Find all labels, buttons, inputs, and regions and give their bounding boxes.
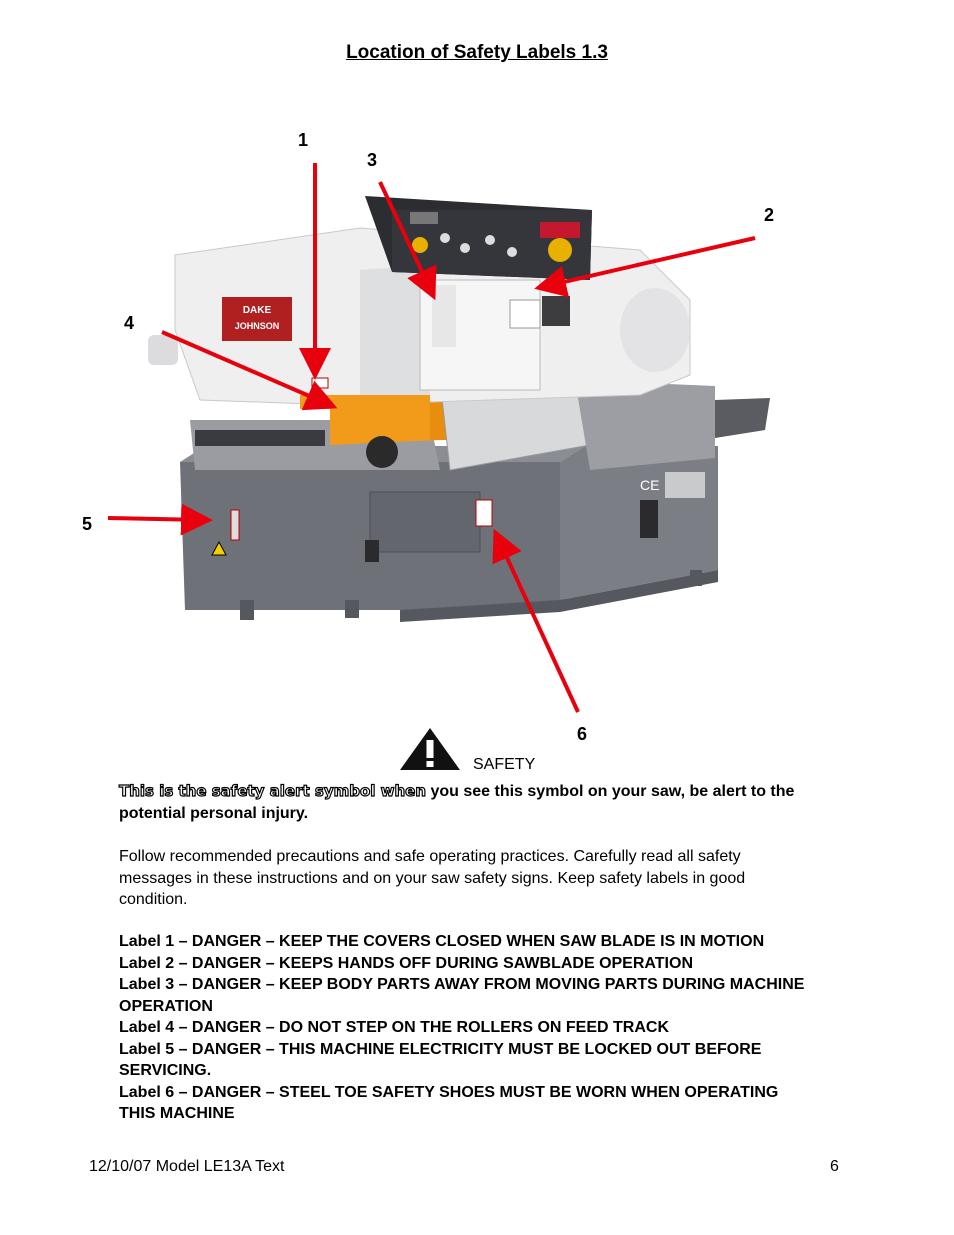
label-list <box>119 931 819 1125</box>
footer-text: 12/10/07 Model LE13A Text <box>89 1158 285 1175</box>
machine-illustration <box>148 196 770 622</box>
svg-text:JOHNSON: JOHNSON <box>234 321 280 331</box>
safety-alert-icon <box>398 726 462 772</box>
label-item-4: Label 4 – DANGER – DO NOT STEP ON THE ROLLERS ON FEED TRACK <box>119 1019 669 1036</box>
page-number: 6 <box>830 1158 839 1175</box>
label-item-5: Label 5 – DANGER – THIS MACHINE ELECTRICITY MUST BE LOCKED OUT BEFORE SERVICING. <box>119 1040 762 1079</box>
alert-outline-text: This is the safety alert symbol when <box>119 782 427 800</box>
alert-rest-text: you see this symbol on your saw, be alert to the potential personal injury. <box>119 783 795 822</box>
label-item-2: Label 2 – DANGER – KEEPS HANDS OFF DURING SAWBLADE OPERATION <box>119 954 693 972</box>
label-item-1: Label 1 – DANGER – KEEP THE COVERS CLOSED WHEN SAW BLADE IS IN MOTION <box>119 933 765 950</box>
svg-text:CE: CE <box>640 477 660 493</box>
callout-5: 5 <box>82 514 93 534</box>
page-title: Location of Safety Labels 1.3 <box>346 42 608 63</box>
callout-1: 1 <box>298 130 309 150</box>
safety-caption: SAFETY <box>473 756 536 773</box>
label-item-6: Label 6 – DANGER – STEEL TOE SAFETY SHOES MUST BE WORN WHEN OPERATING THIS MACHINE <box>119 1083 779 1122</box>
label-item-3: Label 3 – DANGER – KEEP BODY PARTS AWAY FROM MOVING PARTS DURING MACHINE OPERATION <box>119 976 805 1015</box>
safety-alert-statement <box>119 780 809 825</box>
arrow-label-5 <box>108 518 205 520</box>
svg-text:DAKE: DAKE <box>242 305 272 316</box>
callout-6: 6 <box>577 724 588 744</box>
callout-2: 2 <box>764 205 775 225</box>
callout-3: 3 <box>367 150 378 170</box>
callout-4: 4 <box>124 313 135 333</box>
precautions-paragraph: Follow recommended precautions and safe operating practices. Carefully read all safety messages in these instructions and on your saw safety signs. Keep safety labels in good condition. <box>119 848 746 908</box>
